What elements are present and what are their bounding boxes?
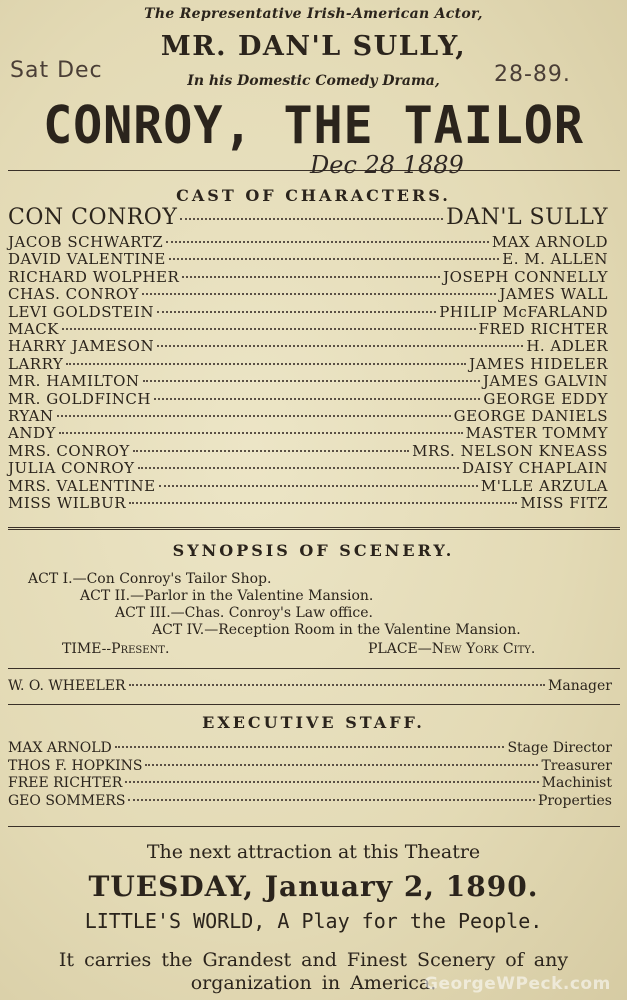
leader-dots [143,380,480,382]
leader-dots [157,311,436,313]
blurb-line-1: It carries the Grandest and Finest Scenery of any [58,949,569,971]
cast-role: JACOB SCHWARTZ [8,233,164,251]
next-attraction-play: LITTLE'S WORLD, A Play for the People. [84,909,543,933]
leader-dots [182,276,440,278]
cast-row [8,233,608,251]
cast-role: LARRY [8,354,64,373]
cast-role: MR. GOLDFINCH [8,389,151,408]
manager-title: Manager [548,678,612,694]
cast-role: LEVI GOLDSTEIN [8,302,154,321]
cast-row [8,372,608,390]
act-1: ACT I.—Con Conroy's Tailor Shop. [28,571,272,587]
cast-divider [8,527,620,530]
cast-actor: DAISY CHAPLAIN [461,459,608,478]
cast-row [8,250,608,268]
star-name: MR. DAN'L SULLY, [160,31,467,62]
next-attraction-intro: The next attraction at this Theatre [146,841,481,863]
cast-row [8,285,608,303]
cast-actor: PHILIP McFARLAND [439,302,608,321]
leader-dots [142,293,496,295]
staff-name: MAX ARNOLD [8,740,112,756]
cast-role: MACK [8,320,59,338]
cast-actor: E. M. ALLEN [502,250,608,269]
act-3: ACT III.—Chas. Conroy's Law office. [115,605,373,621]
staff-name: THOS F. HOPKINS [8,757,143,774]
leader-dots [138,467,459,469]
watermark: GeorgeWPeck.com [424,974,611,994]
time-line: TIME--Present. [62,641,170,657]
manager-name: W. O. WHEELER [8,678,126,694]
leader-dots [59,432,463,434]
cast-row [8,268,608,286]
leader-dots [115,746,505,748]
cast-row [8,494,608,512]
staff-heading: EXECUTIVE STAFF. [202,713,425,732]
cast-row [8,337,608,355]
act-2: ACT II.—Parlor in the Valentine Mansion. [80,588,374,604]
leader-dots [154,398,480,400]
cast-actor: MISS FITZ [520,494,608,512]
cast-row [8,459,608,477]
cast-heading: CAST OF CHARACTERS. [176,186,451,205]
cast-row [8,355,608,373]
leader-dots [129,502,517,504]
cast-role: ANDY [8,424,56,443]
cast-role: MR. HAMILTON [8,372,140,391]
cast-actor: MAX ARNOLD [491,233,608,251]
cast-role: CHAS. CONROY [8,285,140,304]
cast-actor: GEORGE EDDY [483,389,608,408]
manager-divider [8,704,620,705]
cast-row [8,424,608,442]
staff-divider [8,826,620,827]
scenery-heading: SYNOPSIS OF SCENERY. [172,541,455,560]
cast-role: MRS. CONROY [8,441,130,460]
staff-name: FREE RICHTER [8,775,123,791]
cast-actor: GEORGE DANIELS [453,407,608,425]
staff-role: Machinist [541,775,612,791]
handwritten-day: Sat Dec [10,58,103,83]
cast-actor: JOSEPH CONNELLY [443,267,608,286]
leader-dots [66,363,466,365]
cast-role: DAVID VALENTINE [8,250,166,269]
cast-role: CON CONROY [8,205,178,230]
cast-role: MRS. VALENTINE [8,476,156,495]
cast-row [8,442,608,460]
cast-row [8,205,608,229]
cast-role: MISS WILBUR [8,494,127,512]
cast-role: JULIA CONROY [8,459,135,478]
cast-actor: H. ADLER [526,337,608,356]
leader-dots [133,450,409,452]
subtitle: In his Domestic Comedy Drama, [187,73,440,89]
play-title: CONROY, THE TAILOR [43,96,584,156]
staff-row [8,775,612,791]
staff-name: GEO SOMMERS [8,792,126,809]
cast-row [8,320,608,338]
place-line: PLACE—New York City. [368,641,536,657]
cast-row [8,407,608,425]
cast-actor: M'LLE ARZULA [480,476,608,495]
leader-dots [159,485,478,487]
cast-role: RICHARD WOLPHER [8,267,180,286]
leader-dots [169,258,499,260]
staff-row [8,758,612,774]
cast-row [8,477,608,495]
cast-actor: JAMES WALL [499,285,608,304]
cast-actor: MRS. NELSON KNEASS [412,441,608,460]
cast-role: RYAN [8,407,54,425]
manager-row [8,678,612,694]
cast-actor: JAMES GALVIN [482,372,608,391]
leader-dots [166,241,489,243]
leader-dots [128,799,535,801]
cast-role: HARRY JAMESON [8,337,155,356]
staff-role: Stage Director [507,740,612,756]
leader-dots [62,328,476,330]
handwritten-date: Dec 28 1889 [310,151,464,179]
cast-row [8,303,608,321]
leader-dots [145,764,538,766]
staff-role: Treasurer [541,757,612,774]
staff-row [8,793,612,809]
leader-dots [57,415,451,417]
scenery-divider [8,668,620,669]
cast-actor: JAMES HIDELER [469,354,608,373]
handwritten-date-right: 28-89. [494,62,571,87]
cast-row [8,390,608,408]
cast-actor: FRED RICHTER [478,320,608,338]
cast-actor: DAN'L SULLY [446,205,608,230]
leader-dots [180,218,443,220]
act-4: ACT IV.—Reception Room in the Valentine Mansion. [152,622,521,638]
tagline: The Representative Irish-American Actor, [144,6,483,22]
next-attraction-date: TUESDAY, January 2, 1890. [88,870,539,903]
leader-dots [157,345,523,347]
leader-dots [125,781,538,783]
blurb-line-2: organization in America. [190,972,437,994]
leader-dots [129,684,546,686]
staff-row [8,740,612,756]
staff-role: Properties [537,792,612,809]
cast-actor: MASTER TOMMY [465,424,608,443]
